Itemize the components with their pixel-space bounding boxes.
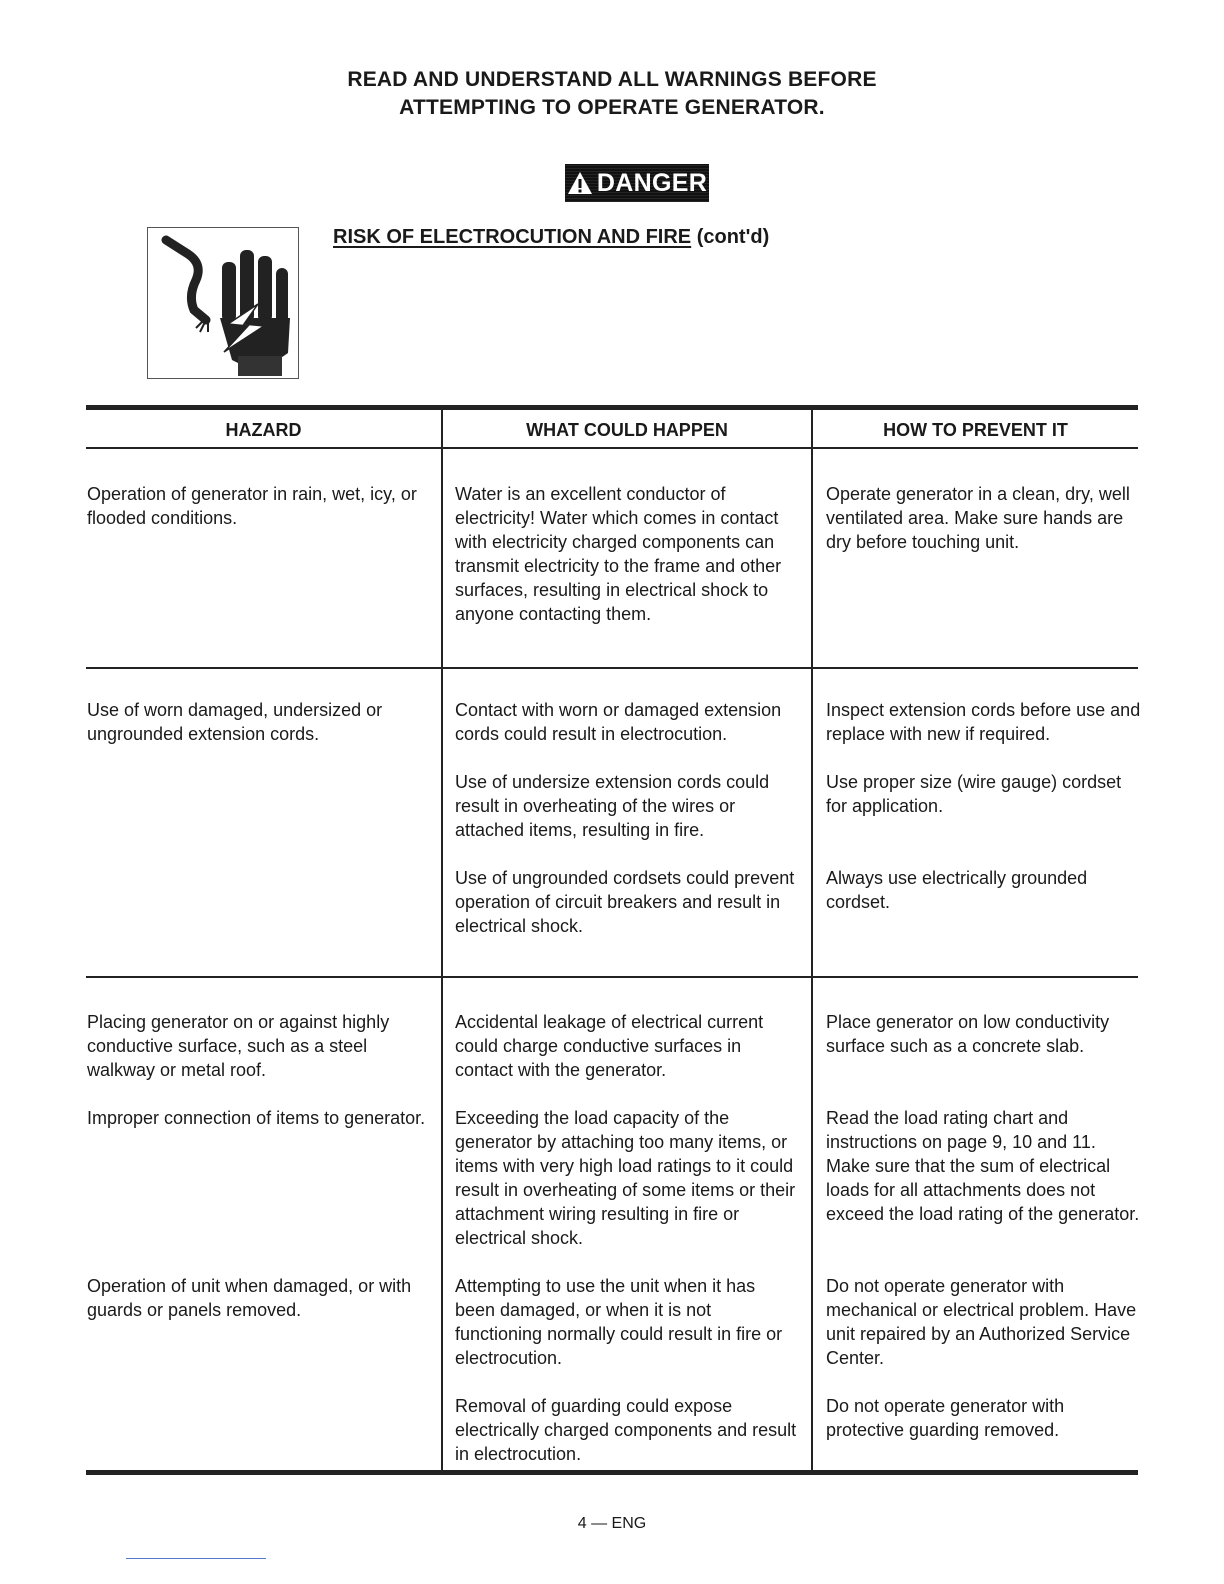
happen-cell: Accidental leakage of electrical current could charge conductive surfaces in contact with the generator.	[455, 1012, 764, 1080]
column-divider-1	[441, 405, 443, 1475]
hazard-cell: Use of worn damaged, undersized or ungrounded extension cords.	[87, 700, 383, 744]
prevent-cell: Read the load rating chart and instructions on page 9, 10 and 11. Make sure that the sum of electrical loads for all attachments does not exceed the load rating of the generator.	[826, 1108, 1140, 1224]
page-footer: 4 — ENG	[577, 1515, 647, 1532]
danger-label: DANGER	[596, 168, 708, 197]
column-header-hazard: HAZARD	[225, 420, 302, 440]
happen-cell: Contact with worn or damaged extension cords could result in electrocution.	[455, 700, 782, 744]
page-header	[0, 66, 1224, 122]
prevent-cell: Always use electrically grounded cordset.	[826, 868, 1088, 912]
header-bottom-rule	[86, 447, 1138, 449]
prevent-cell: Place generator on low conductivity surface such as a concrete slab.	[826, 1012, 1110, 1056]
row-divider-1	[86, 667, 1138, 669]
column-header-what-could-happen: WHAT COULD HAPPEN	[526, 420, 728, 440]
table-bottom-rule	[86, 1470, 1138, 1475]
prevent-cell: Use proper size (wire gauge) cordset for application.	[826, 772, 1122, 816]
happen-cell: Use of ungrounded cordsets could prevent operation of circuit breakers and result in electrical shock.	[455, 868, 795, 936]
section-title-suffix: (cont'd)	[696, 226, 770, 248]
danger-badge	[565, 164, 709, 202]
safety-symbol-box	[147, 227, 299, 379]
column-header-how-to-prevent: HOW TO PREVENT IT	[883, 420, 1068, 440]
hazard-cell: Operation of unit when damaged, or with guards or panels removed.	[87, 1276, 412, 1320]
prevent-cell: Do not operate generator with protective guarding removed.	[826, 1396, 1065, 1440]
hazard-cell: Improper connection of items to generator.	[87, 1108, 426, 1128]
happen-cell: Removal of guarding could expose electrically charged components and result in electrocution.	[455, 1396, 797, 1464]
prevent-cell: Inspect extension cords before use and replace with new if required.	[826, 700, 1141, 744]
prevent-cell: Operate generator in a clean, dry, well ventilated area. Make sure hands are dry before touching unit.	[826, 484, 1130, 552]
electrocution-hand-icon	[148, 228, 298, 378]
happen-cell: Use of undersize extension cords could result in overheating of the wires or attached items, resulting in fire.	[455, 772, 770, 840]
warning-triangle-icon	[567, 171, 593, 195]
hazard-cell: Operation of generator in rain, wet, icy, or flooded conditions.	[87, 484, 417, 528]
header-line-2: ATTEMPTING TO OPERATE GENERATOR.	[399, 96, 825, 119]
happen-cell: Exceeding the load capacity of the generator by attaching too many items, or items with very high load ratings to it could result in overheating of some items or their attachment wiring resulting in fire or electrical shock.	[455, 1108, 796, 1248]
row-divider-2	[86, 976, 1138, 978]
happen-cell: Water is an excellent conductor of electricity! Water which comes in contact with electricity charged components can transmit electricity to the frame and other surfaces, resulting in electrical shock to anyone contacting them.	[455, 484, 782, 624]
section-title-main: RISK OF ELECTROCUTION AND FIRE	[333, 226, 692, 248]
table-top-rule	[86, 405, 1138, 410]
column-divider-2	[811, 405, 813, 1475]
section-title	[333, 226, 769, 249]
happen-cell: Attempting to use the unit when it has been damaged, or when it is not functioning normally could result in fire or electrocution.	[455, 1276, 783, 1368]
hazard-cell: Placing generator on or against highly conductive surface, such as a steel walkway or metal roof.	[87, 1012, 390, 1080]
prevent-cell: Do not operate generator with mechanical or electrical problem. Have unit repaired by an Authorized Service Center.	[826, 1276, 1137, 1368]
footnote-rule	[126, 1558, 266, 1559]
header-line-1: READ AND UNDERSTAND ALL WARNINGS BEFORE	[347, 68, 877, 91]
